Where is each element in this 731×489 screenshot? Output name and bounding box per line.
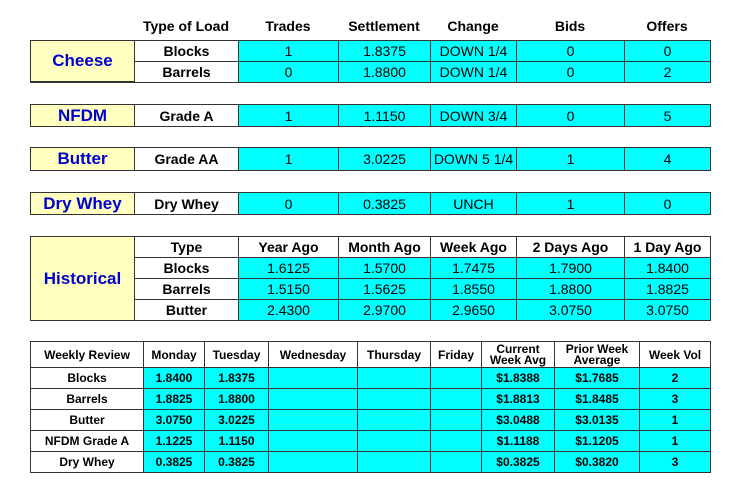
historical-value: 1.6125: [239, 258, 339, 279]
header-type-of-load: Type of Load: [142, 18, 230, 34]
cheese-barrels-change: DOWN 1/4: [431, 62, 517, 82]
weekly-tuesday: 1.1150: [205, 431, 269, 452]
butter-block: [30, 147, 711, 171]
historical-header-2-days-ago: 2 Days Ago: [517, 237, 625, 258]
cheese-blocks-bids: 0: [517, 41, 625, 62]
header-trades: Trades: [265, 18, 311, 34]
weekly-friday: [431, 410, 482, 431]
weekly-wednesday: [269, 452, 358, 472]
dry-whey-settlement: 0.3825: [339, 193, 431, 214]
butter-bids: 1: [517, 148, 625, 170]
dry-whey-load: Dry Whey: [135, 193, 239, 214]
weekly-friday: [431, 452, 482, 472]
weekly-row-name: NFDM Grade A: [31, 431, 144, 452]
weekly-wednesday: [269, 368, 358, 389]
historical-value: 2.4300: [239, 300, 339, 320]
weekly-vol: 1: [640, 410, 710, 431]
nfdm-block: [30, 104, 711, 127]
weekly-tuesday: 0.3825: [205, 452, 269, 472]
weekly-wednesday: [269, 410, 358, 431]
nfdm-trades: 1: [239, 105, 339, 126]
historical-value: 1.8800: [517, 279, 625, 300]
weekly-row-name: Butter: [31, 410, 144, 431]
weekly-prior-avg: $1.8485: [555, 389, 640, 410]
dry-whey-offers: 0: [625, 193, 710, 214]
historical-value: 3.0750: [517, 300, 625, 320]
weekly-prior-avg: $1.7685: [555, 368, 640, 389]
weekly-current-avg: $1.1188: [482, 431, 555, 452]
weekly-header-wednesday: Wednesday: [269, 342, 358, 368]
weekly-wednesday: [269, 389, 358, 410]
weekly-friday: [431, 389, 482, 410]
weekly-header-review: Weekly Review: [31, 342, 144, 368]
cheese-barrels-settlement: 1.8800: [339, 62, 431, 82]
weekly-prior-avg: $3.0135: [555, 410, 640, 431]
weekly-thursday: [358, 368, 431, 389]
cheese-blocks-offers: 0: [625, 41, 710, 62]
historical-row-type: Barrels: [135, 279, 239, 300]
cheese-blocks-change: DOWN 1/4: [431, 41, 517, 62]
weekly-prior-avg: $0.3820: [555, 452, 640, 472]
butter-load: Grade AA: [135, 148, 239, 170]
weekly-header-monday: Monday: [144, 342, 205, 368]
weekly-thursday: [358, 389, 431, 410]
nfdm-bids: 0: [517, 105, 625, 126]
cheese-blocks-trades: 1: [239, 41, 339, 62]
weekly-header-prior-week: Prior Week: [565, 341, 629, 356]
weekly-thursday: [358, 410, 431, 431]
weekly-row-name: Blocks: [31, 368, 144, 389]
nfdm-settlement: 1.1150: [339, 105, 431, 126]
weekly-monday: 0.3825: [144, 452, 205, 472]
header-offers: Offers: [646, 18, 688, 34]
cheese-barrels-offers: 2: [625, 62, 710, 82]
historical-block: [30, 236, 711, 321]
weekly-header-thursday: Thursday: [358, 342, 431, 368]
weekly-header-friday: Friday: [431, 342, 482, 368]
historical-value: 1.8550: [431, 279, 517, 300]
weekly-monday: 3.0750: [144, 410, 205, 431]
dry-whey-block: [30, 192, 711, 215]
historical-value: 1.7475: [431, 258, 517, 279]
cheese-block: [30, 40, 711, 83]
weekly-vol: 3: [640, 452, 710, 472]
butter-change: DOWN 5 1/4: [431, 148, 517, 170]
historical-header-week-ago: Week Ago: [431, 237, 517, 258]
dry-whey-bids: 1: [517, 193, 625, 214]
weekly-vol: 2: [640, 368, 710, 389]
historical-value: 1.5700: [339, 258, 431, 279]
historical-header-year-ago: Year Ago: [239, 237, 339, 258]
historical-value: 1.5150: [239, 279, 339, 300]
historical-label: Historical: [31, 237, 135, 320]
cheese-barrels-bids: 0: [517, 62, 625, 82]
butter-offers: 4: [625, 148, 710, 170]
weekly-thursday: [358, 431, 431, 452]
weekly-tuesday: 1.8800: [205, 389, 269, 410]
cheese-label: Cheese: [31, 41, 135, 82]
weekly-row-name: Barrels: [31, 389, 144, 410]
weekly-wednesday: [269, 431, 358, 452]
dry-whey-label: Dry Whey: [31, 193, 135, 214]
weekly-header-week-vol: Week Vol: [640, 342, 710, 368]
weekly-monday: 1.1225: [144, 431, 205, 452]
weekly-vol: 1: [640, 431, 710, 452]
dry-whey-trades: 0: [239, 193, 339, 214]
weekly-row-name: Dry Whey: [31, 452, 144, 472]
weekly-monday: 1.8400: [144, 368, 205, 389]
weekly-thursday: [358, 452, 431, 472]
header-settlement: Settlement: [348, 18, 420, 34]
nfdm-change: DOWN 3/4: [431, 105, 517, 126]
weekly-friday: [431, 368, 482, 389]
historical-header-month-ago: Month Ago: [339, 237, 431, 258]
historical-value: 1.8400: [625, 258, 710, 279]
nfdm-load: Grade A: [135, 105, 239, 126]
historical-value: 1.5625: [339, 279, 431, 300]
historical-header-1-day-ago: 1 Day Ago: [625, 237, 710, 258]
weekly-tuesday: 1.8375: [205, 368, 269, 389]
historical-value: 3.0750: [625, 300, 710, 320]
historical-value: 1.7900: [517, 258, 625, 279]
cheese-barrels-trades: 0: [239, 62, 339, 82]
weekly-header-tuesday: Tuesday: [205, 342, 269, 368]
historical-row-type: Blocks: [135, 258, 239, 279]
weekly-current-avg: $3.0488: [482, 410, 555, 431]
weekly-monday: 1.8825: [144, 389, 205, 410]
weekly-header-current: Current: [496, 341, 540, 356]
cheese-blocks-load: Blocks: [135, 41, 239, 62]
cheese-blocks-settlement: 1.8375: [339, 41, 431, 62]
weekly-tuesday: 3.0225: [205, 410, 269, 431]
historical-value: 2.9700: [339, 300, 431, 320]
header-change: Change: [447, 18, 499, 34]
historical-row-type: Butter: [135, 300, 239, 320]
butter-settlement: 3.0225: [339, 148, 431, 170]
nfdm-offers: 5: [625, 105, 710, 126]
historical-value: 1.8825: [625, 279, 710, 300]
weekly-header-prior-week-average: [555, 342, 640, 368]
nfdm-label: NFDM: [31, 105, 135, 126]
weekly-current-avg: $0.3825: [482, 452, 555, 472]
dry-whey-change: UNCH: [431, 193, 517, 214]
weekly-header-average: Average: [573, 352, 621, 367]
weekly-header-week-avg: Week Avg: [489, 352, 547, 367]
weekly-review-table: [30, 341, 711, 473]
historical-value: 2.9650: [431, 300, 517, 320]
header-bids: Bids: [554, 18, 586, 34]
weekly-header-current-week-avg: [482, 342, 555, 368]
historical-header-type: Type: [135, 237, 239, 258]
weekly-current-avg: $1.8813: [482, 389, 555, 410]
weekly-vol: 3: [640, 389, 710, 410]
cheese-barrels-load: Barrels: [135, 62, 239, 82]
weekly-friday: [431, 431, 482, 452]
weekly-prior-avg: $1.1205: [555, 431, 640, 452]
weekly-current-avg: $1.8388: [482, 368, 555, 389]
butter-trades: 1: [239, 148, 339, 170]
butter-label: Butter: [31, 148, 135, 170]
